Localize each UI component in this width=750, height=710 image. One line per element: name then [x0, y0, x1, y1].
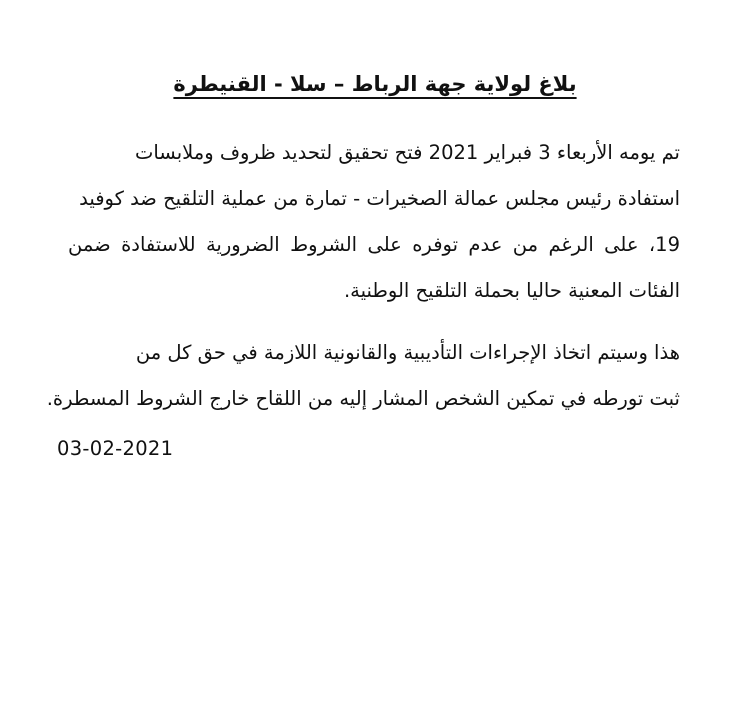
- paragraph-2-line-2: ثبت تورطه في تمكين الشخص المشار إليه من اللقاح خارج الشروط المسطرة.: [46, 387, 680, 410]
- document-title-text: بلاغ لولاية جهة الرباط – سلا - القنيطرة: [173, 72, 577, 96]
- paragraph-2-line-1: هذا وسيتم اتخاذ الإجراءات التأديبية والقانونية اللازمة في حق كل من: [135, 341, 680, 364]
- paragraph-1-line-3: 19، على الرغم من عدم توفره على الشروط الضرورية للاستفادة ضمن: [68, 233, 680, 256]
- paragraph-2: [47, 330, 680, 422]
- paragraph-1: [68, 130, 680, 314]
- document-title: [0, 72, 750, 96]
- document-date: 03-02-2021: [57, 437, 174, 460]
- paragraph-1-line-4: الفئات المعنية حاليا بحملة التلقيح الوطنية.: [343, 279, 680, 302]
- paragraph-1-line-2: استفادة رئيس مجلس عمالة الصخيرات - تمارة من عملية التلقيح ضد كوفيد: [79, 187, 680, 210]
- paragraph-1-line-1: تم يومه الأربعاء 3 فبراير 2021 فتح تحقيق لتحديد ظروف وملابسات: [135, 141, 680, 164]
